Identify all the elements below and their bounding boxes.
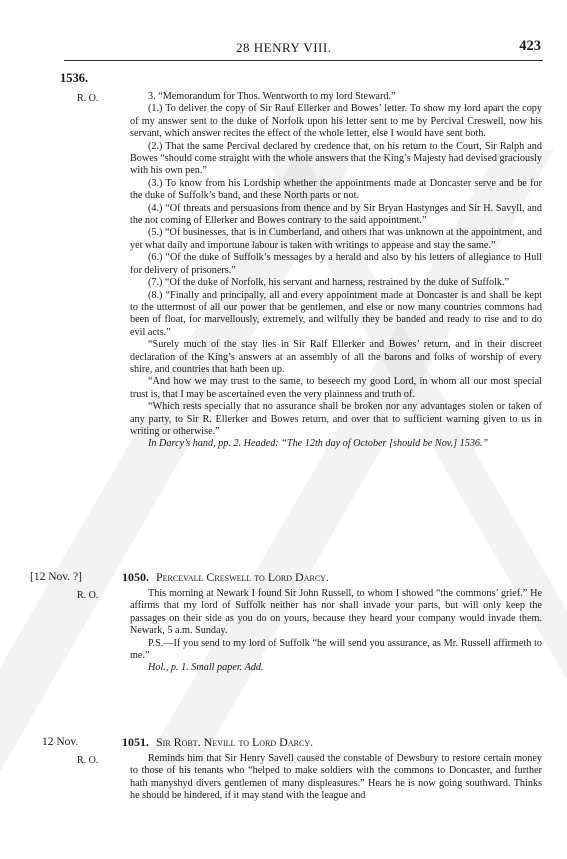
entry-1050-paragraph: This morning at Newark I found Sir John Russell, to whom I showed “the commons’ grief.” He affirms that my lord of Suffolk neither has nor shall invade your parts, but will only keep the passages on their side as you do on yours, because they heard your company would invade them. Newark, 5 a.m. Sunday. — [130, 588, 542, 637]
margin-date-1050: [12 Nov. ?] — [30, 571, 82, 583]
page-number: 423 — [519, 38, 541, 54]
entry-body-1051 — [130, 753, 542, 803]
margin-date-1051: 12 Nov. — [42, 736, 79, 748]
margin-source-1: R. O. — [77, 93, 99, 104]
entry-number-1051: 1051. — [122, 735, 149, 749]
entry-title-1050: Percevall Creswell to Lord Darcy. — [156, 570, 329, 584]
paragraph-item-5: (5.) “Of businesses, that is in Cumberland, and others that was unknown at the appointment, and yet what daily and importune labour is taken with writings to appease and stay the same.” — [130, 227, 542, 251]
entry-number-1050: 1050. — [122, 570, 149, 584]
paragraph-item-4: (4.) “Of threats and persuasions from thence and by Sir Bryan Hastynges and Sir H. Savyll, and the not coming of Ellerker and Bowes contrary to the said appointment.” — [130, 202, 542, 227]
entry-body-1050 — [130, 588, 542, 675]
paragraph-surely: “Surely much of the stay lies in Sir Ralf Ellerker and Bowes’ return, and in their discreet declaration of the King’s answers at an assembly of all the barons and folks of worship of every shire, and countries that hath been up. — [130, 339, 542, 375]
paragraph-item-1: (1.) To deliver the copy of Sir Rauf Ellerker and Bowes’ letter. To show my lord apart the copy of my answer sent to the duke of Norfolk upon his letter sent to me by Percival Creswell, now his servant, which answer recites the effect of the whole letter, else I would have sent both. — [130, 103, 542, 140]
entry-heading-1050 — [122, 570, 329, 585]
running-title: 28 HENRY VIII. — [236, 40, 332, 55]
header-rule — [64, 60, 543, 61]
entry-title-1051: Sir Robt. Nevill to Lord Darcy. — [156, 735, 314, 749]
margin-source-3: R. O. — [77, 755, 99, 766]
paragraph-item-7: (7.) “Of the duke of Norfolk, his servant and harness, restrained by the duke of Suffolk.” — [148, 277, 510, 289]
paragraph-item-8: (8.) “Finally and principally, all and every appointment made at Doncaster is and shall be kept to the uttermost of all our power that be gentlemen, and else or now many countries commons had been of float, for marvellously, extremely, and wilfully they be banded and ready to rise and to do evil acts.” — [130, 289, 542, 338]
entry-heading-1051 — [122, 735, 313, 750]
entry-1050-postscript: P.S.—If you send to my lord of Suffolk “he will send you assurance, as Mr. Russell affirmeth to me.” — [130, 637, 542, 662]
paragraph-item-3: (3.) To know from his Lordship whether the appointments made at Doncaster serve and be for the duke of Suffolk’s band, and these North parts or not. — [130, 177, 542, 202]
paragraph-assurance: “Which rests specially that no assurance shall be broken nor any advantages stolen or taken of any party, to Sir R. Ellerker and Bowes return, and over that to sufficient warning given to us in writing or otherwise.” — [130, 401, 542, 437]
document-body — [130, 91, 542, 451]
margin-year: 1536. — [60, 71, 89, 85]
margin-source-2: R. O. — [77, 590, 99, 601]
paragraph-source-note: In Darcy’s hand, pp. 2. Headed: “The 12th day of October [should be Nov.] 1536.” — [148, 438, 489, 450]
paragraph-item-2: (2.) That the same Percival declared by credence that, on his return to the Court, Sir Ralph and Bowes “should come straight with the whole answers that the King’s Majesty had devised graciously with his own pen.” — [130, 140, 542, 177]
entry-1050-source-note: Hol., p. 1. Small paper. Add. — [148, 662, 264, 674]
paragraph-memorandum: 3. “Memorandum for Thos. Wentworth to my lord Steward.” — [148, 91, 396, 102]
paragraph-item-6: (6.) “Of the duke of Suffolk’s messages by a herald and also by his letters of allegiance to Hull for delivery of prisoners.” — [130, 252, 542, 276]
entry-1051-paragraph: Reminds him that Sir Henry Savell caused the constable of Dewsbury to restore certain money to those of his tenants who “helped to make soldiers with the commons to Doncaster, and further hath manyshyd divers gentlemen of many displeasures.” Hears he is now going southward. Thinks he should be hindered, if it may stand with the league and — [130, 753, 542, 802]
paragraph-trust: “And how we may trust to the same, to beseech my good Lord, in whom all our most special trust is, that I may be ascertained even the very plainness and truth of. — [130, 376, 542, 400]
